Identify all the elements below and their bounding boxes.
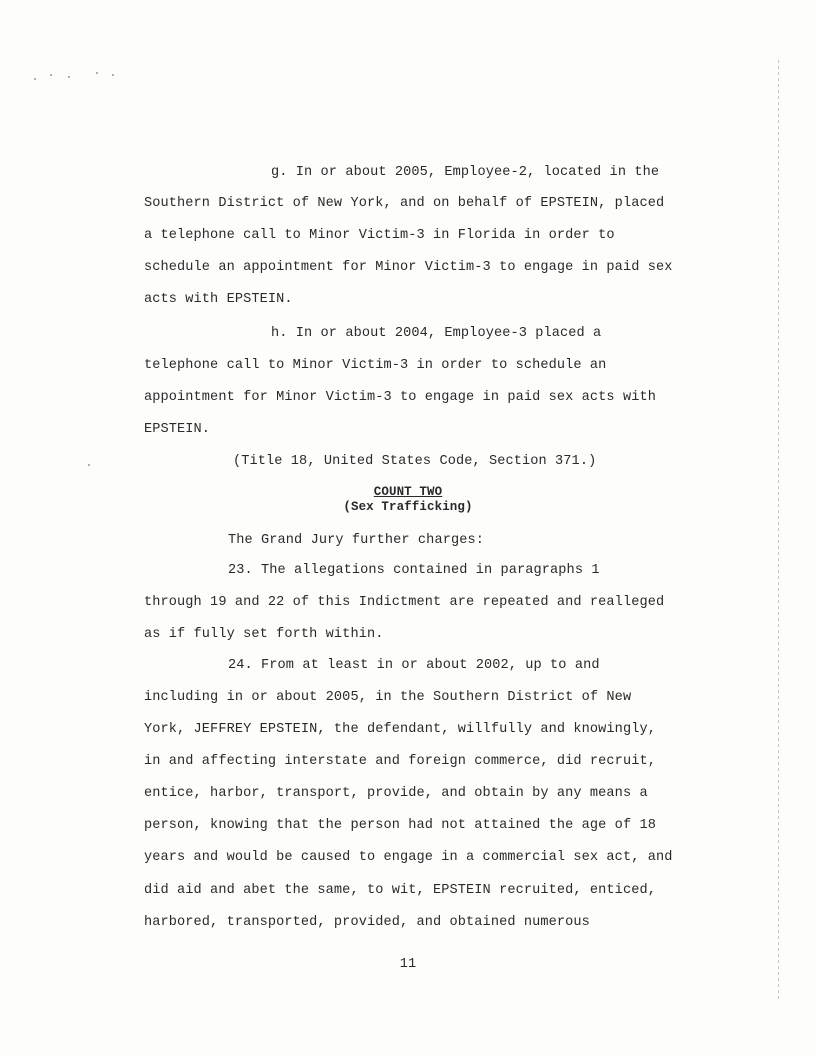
paragraph-24-line: 24. From at least in or about 2002, up to and xyxy=(228,658,600,673)
paragraph-g-line: g. In or about 2005, Employee-2, located in the xyxy=(271,165,660,180)
scan-speck xyxy=(50,74,52,76)
scan-edge-line xyxy=(778,60,779,1000)
paragraph-24-line: years and would be caused to engage in a commercial sex act, and xyxy=(144,850,673,865)
paragraph-h-line: h. In or about 2004, Employee-3 placed a xyxy=(271,326,602,341)
paragraph-g-line: schedule an appointment for Minor Victim-3 to engage in paid sex xyxy=(144,260,673,275)
paragraph-g-line: a telephone call to Minor Victim-3 in Florida in order to xyxy=(144,228,615,243)
paragraph-24-line: harbored, transported, provided, and obtained numerous xyxy=(144,915,590,930)
scan-speck xyxy=(68,76,70,78)
paragraph-h-line: appointment for Minor Victim-3 to engage in paid sex acts with xyxy=(144,390,656,405)
paragraph-24-line: York, JEFFREY EPSTEIN, the defendant, willfully and knowingly, xyxy=(144,722,656,737)
scan-speck xyxy=(88,464,90,466)
paragraph-23-line: 23. The allegations contained in paragraphs 1 xyxy=(228,563,600,578)
scan-speck xyxy=(96,72,98,74)
paragraph-24-line: person, knowing that the person had not attained the age of 18 xyxy=(144,818,656,833)
count-subtitle: (Sex Trafficking) xyxy=(343,500,473,514)
paragraph-h-line: telephone call to Minor Victim-3 in order to schedule an xyxy=(144,358,607,373)
count-title: COUNT TWO xyxy=(373,485,443,499)
scan-speck xyxy=(34,78,36,80)
paragraph-24-line: including in or about 2005, in the Southern District of New xyxy=(144,690,632,705)
paragraph-24-line: entice, harbor, transport, provide, and obtain by any means a xyxy=(144,786,648,801)
paragraph-23-line: as if fully set forth within. xyxy=(144,627,384,642)
paragraph-g-line: Southern District of New York, and on behalf of EPSTEIN, placed xyxy=(144,196,665,211)
statute-citation: (Title 18, United States Code, Section 371.) xyxy=(233,454,597,469)
grand-jury-line: The Grand Jury further charges: xyxy=(228,533,484,548)
paragraph-h-line: EPSTEIN. xyxy=(144,422,211,437)
paragraph-g-line: acts with EPSTEIN. xyxy=(144,292,293,307)
scan-speck xyxy=(112,74,114,76)
paragraph-24-line: did aid and abet the same, to wit, EPSTEIN recruited, enticed, xyxy=(144,883,656,898)
paragraph-23-line: through 19 and 22 of this Indictment are repeated and realleged xyxy=(144,595,665,610)
page-number: 11 xyxy=(399,957,417,972)
paragraph-24-line: in and affecting interstate and foreign commerce, did recruit, xyxy=(144,754,656,769)
